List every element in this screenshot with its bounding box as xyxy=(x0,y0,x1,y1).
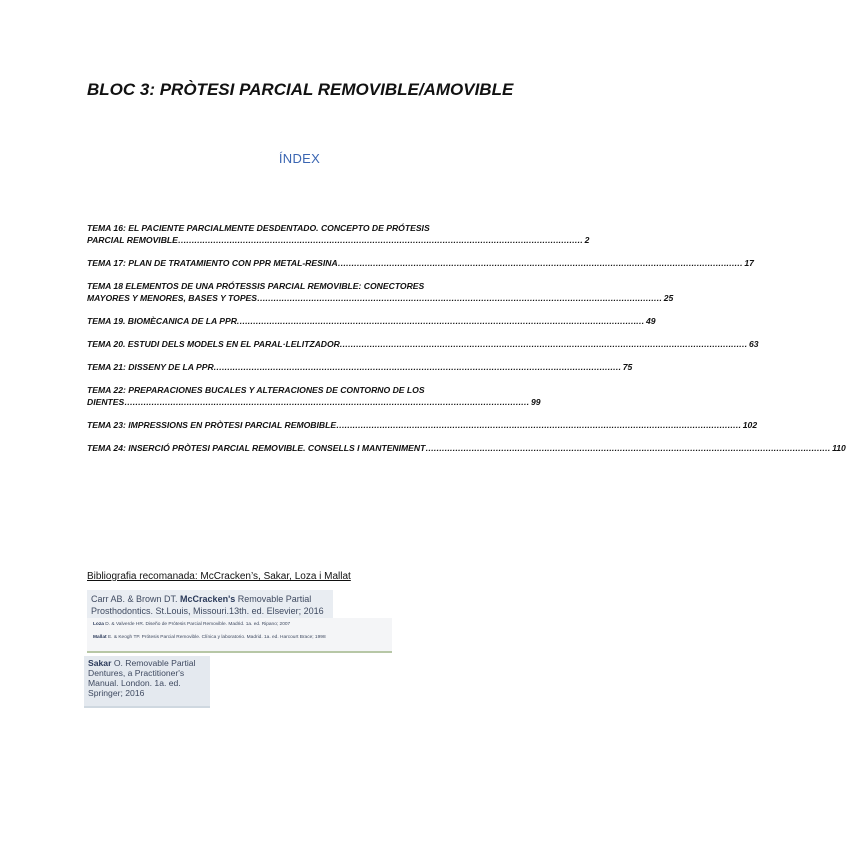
reference-book-name: McCracken's xyxy=(180,594,236,604)
toc-entry[interactable]: TEMA 17: PLAN DE TRATAMIENTO CON PPR METAL-RESINA …………………………………………………………………………………………………………………………………… 17 xyxy=(87,258,754,268)
toc-entry-title: TEMA 23: IMPRESSIONS EN PRÒTESI PARCIAL REMOBIBLE xyxy=(87,420,337,430)
toc-entry-page: 49 xyxy=(646,316,656,326)
toc-entry-title: TEMA 19. BIOMÈCANICA DE LA PPR. xyxy=(87,316,240,326)
toc-entry-page: 110 xyxy=(832,443,846,453)
reference-authors: Carr AB. & Brown DT. xyxy=(91,594,178,604)
reference-loza-mallat: Loza D. & Valverde HR. Diseño de Prótesis Parcial Removible. Madrid. 1a. ed. Ripano; 2007 Mallat E. & Keogh TP. Prótesis Parcial Removible. Clínica y laboratorio. Madrid. 1a. ed. Harcourt Brace; 1998 xyxy=(87,618,392,653)
toc-entry-line1: TEMA 18 ELEMENTOS DE UNA PRÓTESSIS PARCIAL REMOVIBLE: CONECTORES xyxy=(87,281,425,291)
toc-entry-page: 2 xyxy=(584,235,590,245)
toc-entry-title: DIENTES xyxy=(87,397,125,407)
toc-entry-title: PARCIAL REMOVIBLE xyxy=(87,235,178,245)
toc-entry-title: TEMA 20. ESTUDI DELS MODELS EN EL PARAL·LELITZADOR. xyxy=(87,339,343,349)
reference-mccracken: Carr AB. & Brown DT. McCracken's Removable Partial Prosthodontics. St.Louis, Missouri.13th. ed. Elsevier; 2016 xyxy=(87,590,333,618)
reference-authors: Loza xyxy=(93,622,104,627)
toc-entry-title: TEMA 17: PLAN DE TRATAMIENTO CON PPR METAL-RESINA xyxy=(87,258,338,268)
table-of-contents xyxy=(87,222,846,465)
toc-entry[interactable]: TEMA 19. BIOMÈCANICA DE LA PPR. …………………………………………………………………………………………………………………………………… 49 xyxy=(87,316,656,326)
reference-sakar: Sakar O. Removable Partial Dentures, a Practitioner's Manual. London. 1a. ed. Springer; 2016 xyxy=(84,656,210,708)
toc-entry[interactable]: TEMA 24: INSERCIÓ PRÒTESI PARCIAL REMOVIBLE. CONSELLS I MANTENIMENT …………………………………………………………………………………………………………………………………… 110 xyxy=(87,443,846,453)
toc-entry[interactable]: TEMA 21: DISSENY DE LA PPR. …………………………………………………………………………………………………………………………………… 75 xyxy=(87,362,633,372)
toc-entry-line1: TEMA 22: PREPARACIONES BUCALES Y ALTERACIONES DE CONTORNO DE LOS xyxy=(87,385,425,395)
toc-entry-title: MAYORES Y MENORES, BASES Y TOPES xyxy=(87,293,258,303)
toc-entry-line1: TEMA 16: EL PACIENTE PARCIALMENTE DESDENTADO. CONCEPTO DE PRÓTESIS xyxy=(87,223,430,233)
toc-entry-page: 25 xyxy=(663,293,674,303)
toc-entry-page: 99 xyxy=(530,397,541,407)
page-title: BLOC 3: PRÒTESI PARCIAL REMOVIBLE/AMOVIBLE xyxy=(87,80,514,99)
toc-entry-title: TEMA 24: INSERCIÓ PRÒTESI PARCIAL REMOVIBLE. CONSELLS I MANTENIMENT xyxy=(87,443,426,453)
toc-entry[interactable]: TEMA 23: IMPRESSIONS EN PRÒTESI PARCIAL REMOBIBLE …………………………………………………………………………………………………………………………………… 102 xyxy=(87,420,758,430)
toc-entry-page: 17 xyxy=(744,258,754,268)
toc-entry[interactable]: TEMA 18 ELEMENTOS DE UNA PRÓTESSIS PARCIAL REMOVIBLE: CONECTORES MAYORES Y MENORES, BASES Y TOPES …………………………………………………………………………………………………………………………………… 25 xyxy=(87,281,674,303)
bibliography-heading: Bibliografia recomanada: McCracken’s, Sakar, Loza i Mallat xyxy=(87,571,351,582)
toc-entry-page: 63 xyxy=(748,339,759,349)
index-heading: ÍNDEX xyxy=(278,151,321,166)
toc-entry[interactable]: TEMA 22: PREPARACIONES BUCALES Y ALTERACIONES DE CONTORNO DE LOS DIENTES …………………………………………………………………………………………………………………………………… 99 xyxy=(87,385,541,407)
reference-authors: Mallat xyxy=(93,635,107,640)
reference-authors: Sakar xyxy=(88,658,112,668)
toc-entry-page: 75 xyxy=(622,362,633,372)
toc-entry[interactable]: TEMA 16: EL PACIENTE PARCIALMENTE DESDENTADO. CONCEPTO DE PRÓTESIS PARCIAL REMOVIBLE …………………………………………………………………………………………………………………………………… 2 xyxy=(87,223,590,245)
toc-entry[interactable]: TEMA 20. ESTUDI DELS MODELS EN EL PARAL·LELITZADOR. …………………………………………………………………………………………………………………………………… 63 xyxy=(87,339,759,349)
toc-entry-page: 102 xyxy=(742,420,758,430)
toc-entry-title: TEMA 21: DISSENY DE LA PPR. xyxy=(87,362,217,372)
